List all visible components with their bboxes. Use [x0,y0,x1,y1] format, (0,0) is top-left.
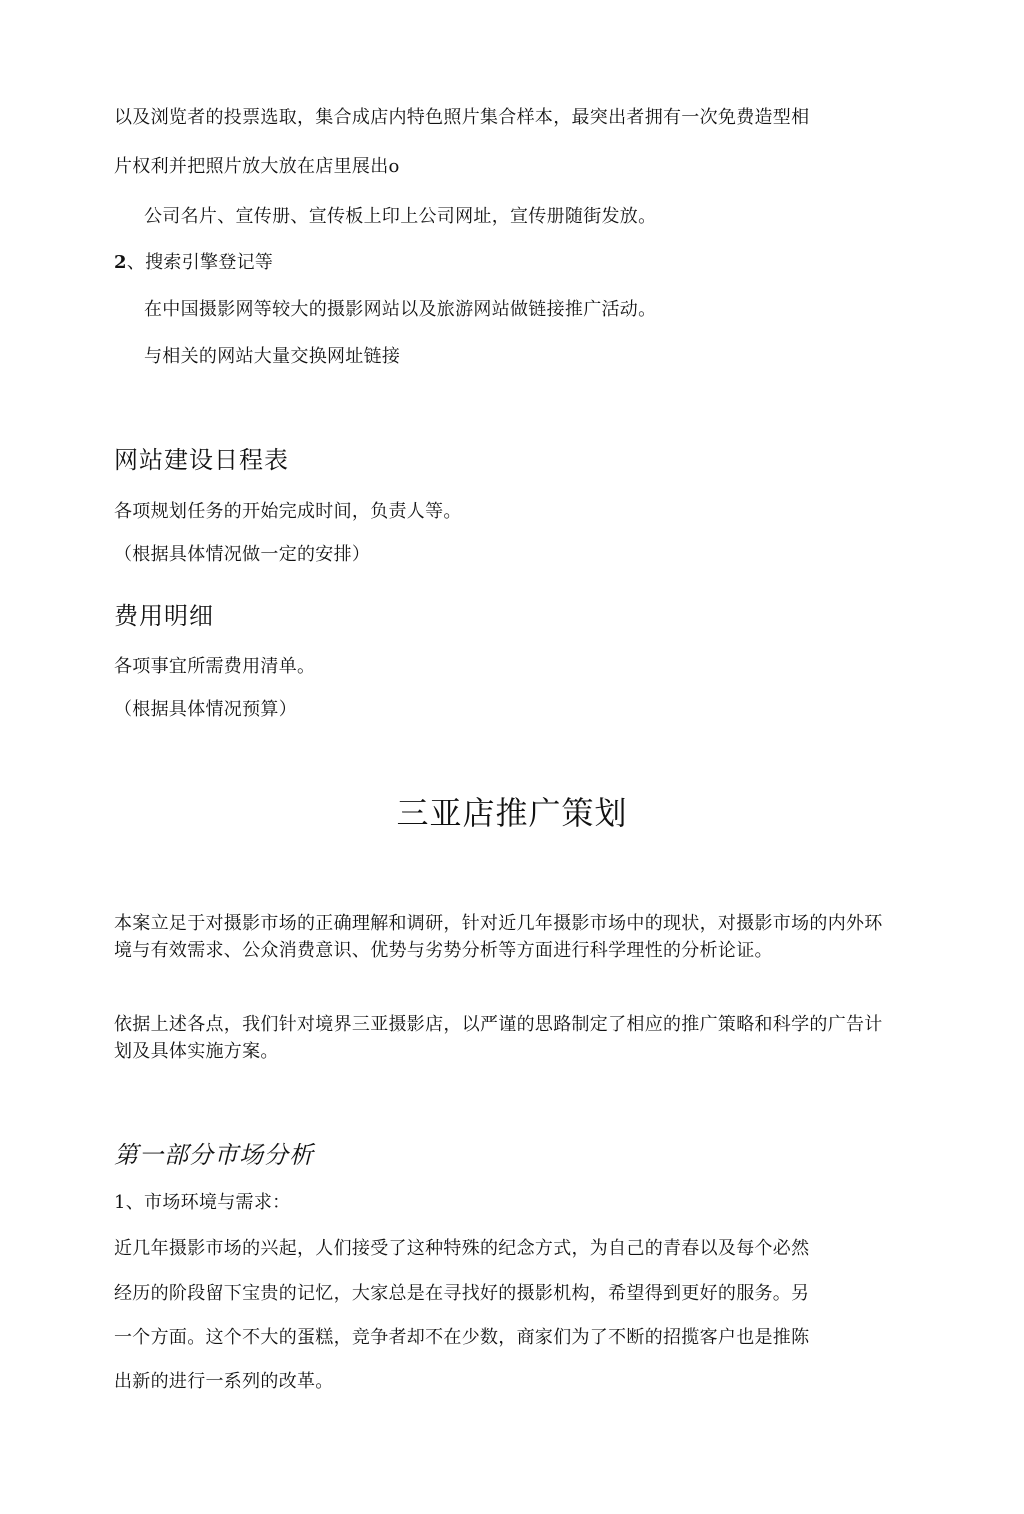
list-number: 2 [114,252,127,273]
section-heading-market-analysis: 第一部分市场分析 [114,1141,314,1169]
page-title: 三亚店推广策划 [396,794,628,832]
cost-line-1: 各项事宜所需费用清单。 [114,656,316,677]
market-line-3: 一个方面。这个不大的蛋糕，竞争者却不在少数，商家们为了不断的招揽客户也是推陈 [114,1327,810,1348]
subsection-heading: 1、市场环境与需求： [114,1192,291,1213]
schedule-line-1: 各项规划任务的开始完成时间，负责人等。 [114,501,462,522]
intro-paragraph-1: 本案立足于对摄影市场的正确理解和调研，针对近几年摄影市场中的现状，对摄影市场的内外环境与有效需求、公众消费意识、优势与劣势分析等方面进行科学理性的分析论证。 [114,913,883,961]
body-line-3: 公司名片、宣传册、宣传板上印上公司网址，宣传册随街发放。 [144,206,657,227]
cost-line-2: （根据具体情况预算） [114,699,297,720]
list-item-label: 、搜索引擎登记等 [126,252,274,273]
intro-paragraph-2: 依据上述各点，我们针对境界三亚摄影店，以严谨的思路制定了相应的推广策略和科学的广告计划及具体实施方案。 [114,1014,883,1062]
section-heading-cost: 费用明细 [114,602,214,630]
body-line-1: 以及浏览者的投票选取，集合成店内特色照片集合样本，最突出者拥有一次免费造型相 [114,107,810,128]
market-line-1: 近几年摄影市场的兴起，人们接受了这种特殊的纪念方式，为自己的青春以及每个必然 [114,1238,810,1259]
list-item-2 [114,248,914,274]
body-line-2: 片权利并把照片放大放在店里展出o [114,156,400,177]
body-line-5: 在中国摄影网等较大的摄影网站以及旅游网站做链接推广活动。 [144,299,657,320]
schedule-line-2: （根据具体情况做一定的安排） [114,544,371,565]
market-line-2: 经历的阶段留下宝贵的记忆，大家总是在寻找好的摄影机构，希望得到更好的服务。另 [114,1283,810,1304]
market-line-4: 出新的进行一系列的改革。 [114,1371,334,1392]
body-line-6: 与相关的网站大量交换网址链接 [144,346,401,367]
section-heading-schedule: 网站建设日程表 [114,446,289,474]
